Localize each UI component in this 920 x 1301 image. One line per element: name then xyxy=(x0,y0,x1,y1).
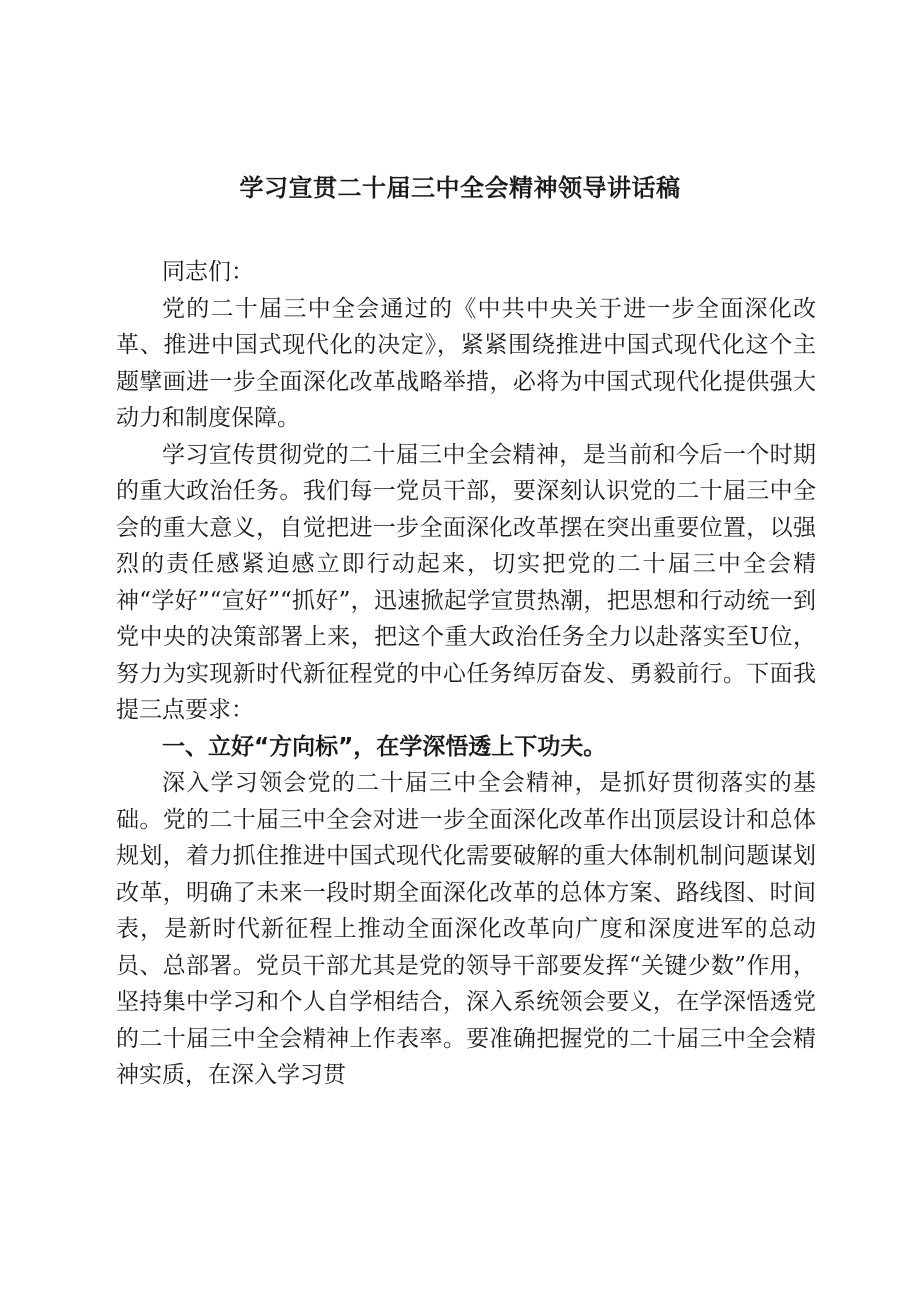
section-heading: 一、立好“方向标”，在学深悟透上下功夫。 xyxy=(162,733,607,760)
section-paragraph: 深入学习领会党的二十届三中全会精神，是抓好贯彻落实的基础。党的二十届三中全会对进一步全面深化改革作出顶层设计和总体规划，着力抓住推进中国式现代化需要破解的重大体制机制问题谋划改革，明确了未来一段时期全面深化改革的总体方案、路线图、时间表，是新时代新征程上推动全面深化改革向广度和深度进军的总动员、总部署。党员干部尤其是党的领导干部要发挥“关键少数”作用，坚持集中学习和个人自学相结合，深入系统领会要义，在学深悟透党的二十届三中全会精神上作表率。要准确把握党的二十届三中全会精神实质，在深入学习贯 xyxy=(116,770,816,1088)
greeting: 同志们： xyxy=(162,259,254,285)
body-paragraph: 党的二十届三中全会通过的《中共中央关于进一步全面深化改革、推进中国式现代化的决定》，紧紧围绕推进中国式现代化这个主题擘画进一步全面深化改革战略举措，必将为中国式现代化提供强大动力和制度保障。 xyxy=(116,295,816,431)
body-paragraph: 学习宣传贯彻党的二十届三中全会精神，是当前和今后一个时期的重大政治任务。我们每一党员干部，要深刻认识党的二十届三中全会的重大意义，自觉把进一步全面深化改革摆在突出重要位置，以强烈的责任感紧迫感立即行动起来，切实把党的二十届三中全会精神“学好”“宣好”“抓好”，迅速掀起学宣贯热潮，把思想和行动统一到党中央的决策部署上来，把这个重大政治任务全力以赴落实至U位，努力为实现新时代新征程党的中心任务绰厉奋发、勇毅前行。下面我提三点要求： xyxy=(116,441,816,723)
document-title: 学习宣贯二十届三中全会精神领导讲话稿 xyxy=(239,174,681,202)
document-body xyxy=(116,254,816,1094)
